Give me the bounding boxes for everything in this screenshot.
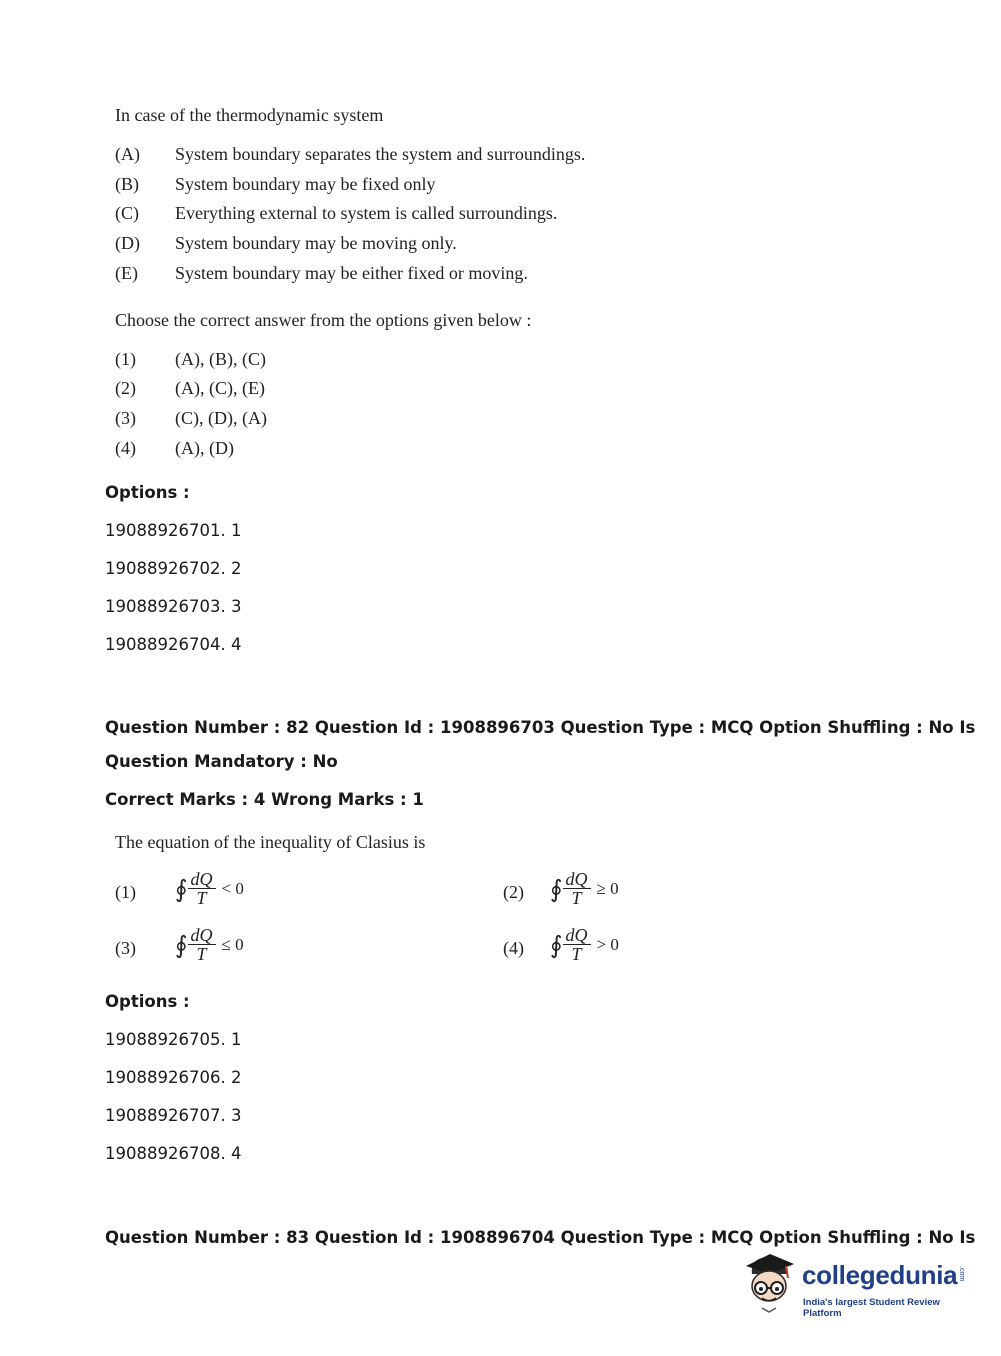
choice-label: (1) [115,349,136,369]
numerator: dQ [188,926,216,945]
option-item: 19088926701. 1 [105,521,242,540]
logo-suffix: .com [958,1266,965,1282]
q82-marks: Correct Marks : 4 Wrong Marks : 1 [105,790,424,809]
contour-integral-icon: ∮ [175,874,188,903]
eq-choice-4 [550,926,619,963]
numerator: dQ [563,926,591,945]
denominator: T [196,888,207,908]
denominator: T [571,888,582,908]
fraction [563,926,591,963]
option-item: 19088926708. 4 [105,1144,242,1163]
q81-stem: In case of the thermodynamic system [115,105,384,125]
option-item: 19088926705. 1 [105,1030,242,1049]
statement-text: Everything external to system is called surroundings. [175,203,558,223]
relation: ≤ 0 [221,934,244,954]
statement-label: (C) [115,203,139,223]
eq-choice-label: (2) [503,882,524,902]
choice-text: (A), (D) [175,438,234,458]
option-item: 19088926703. 3 [105,597,242,616]
collegedunia-logo [740,1250,975,1320]
logo-wordmark: collegedunia [802,1260,958,1290]
eq-choice-label: (3) [115,938,136,958]
choice-text: (C), (D), (A) [175,408,267,428]
fraction [188,926,216,963]
contour-integral-icon: ∮ [175,930,188,959]
option-item: 19088926706. 2 [105,1068,242,1087]
q82-meta-line2: Question Mandatory : No [105,752,338,771]
relation: < 0 [221,878,244,898]
contour-integral-icon: ∮ [550,874,563,903]
q82-stem: The equation of the inequality of Clasius is [115,832,426,852]
choice-text: (A), (B), (C) [175,349,266,369]
denominator: T [571,944,582,964]
eq-choice-1 [175,870,244,907]
contour-integral-icon: ∮ [550,930,563,959]
choice-label: (2) [115,378,136,398]
q82-meta-line1: Question Number : 82 Question Id : 1908896703 Question Type : MCQ Option Shuffling : No Is [105,718,976,737]
q83-meta-line1: Question Number : 83 Question Id : 1908896704 Question Type : MCQ Option Shuffling : No Is [105,1228,976,1247]
statement-text: System boundary separates the system and surroundings. [175,144,586,164]
eq-choice-label: (4) [503,938,524,958]
eq-choice-3 [175,926,244,963]
logo-tagline: India's largest Student Review Platform [803,1297,940,1319]
option-item: 19088926704. 4 [105,635,242,654]
choice-label: (3) [115,408,136,428]
eq-choice-2 [550,870,619,907]
statement-label: (A) [115,144,140,164]
q82-options-heading: Options : [105,992,190,1011]
q81-instruction: Choose the correct answer from the options given below : [115,310,532,330]
statement-label: (E) [115,263,138,283]
option-item: 19088926702. 2 [105,559,242,578]
relation: > 0 [596,934,619,954]
fraction [188,870,216,907]
mascot-icon [742,1252,798,1314]
fraction [563,870,591,907]
choice-label: (4) [115,438,136,458]
choice-text: (A), (C), (E) [175,378,265,398]
statement-text: System boundary may be moving only. [175,233,457,253]
relation: ≥ 0 [596,878,619,898]
statement-text: System boundary may be fixed only [175,174,436,194]
statement-label: (D) [115,233,140,253]
numerator: dQ [188,870,216,889]
statement-text: System boundary may be either fixed or moving. [175,263,528,283]
q81-options-heading: Options : [105,483,190,502]
denominator: T [196,944,207,964]
option-item: 19088926707. 3 [105,1106,242,1125]
statement-label: (B) [115,174,139,194]
eq-choice-label: (1) [115,882,136,902]
numerator: dQ [563,870,591,889]
